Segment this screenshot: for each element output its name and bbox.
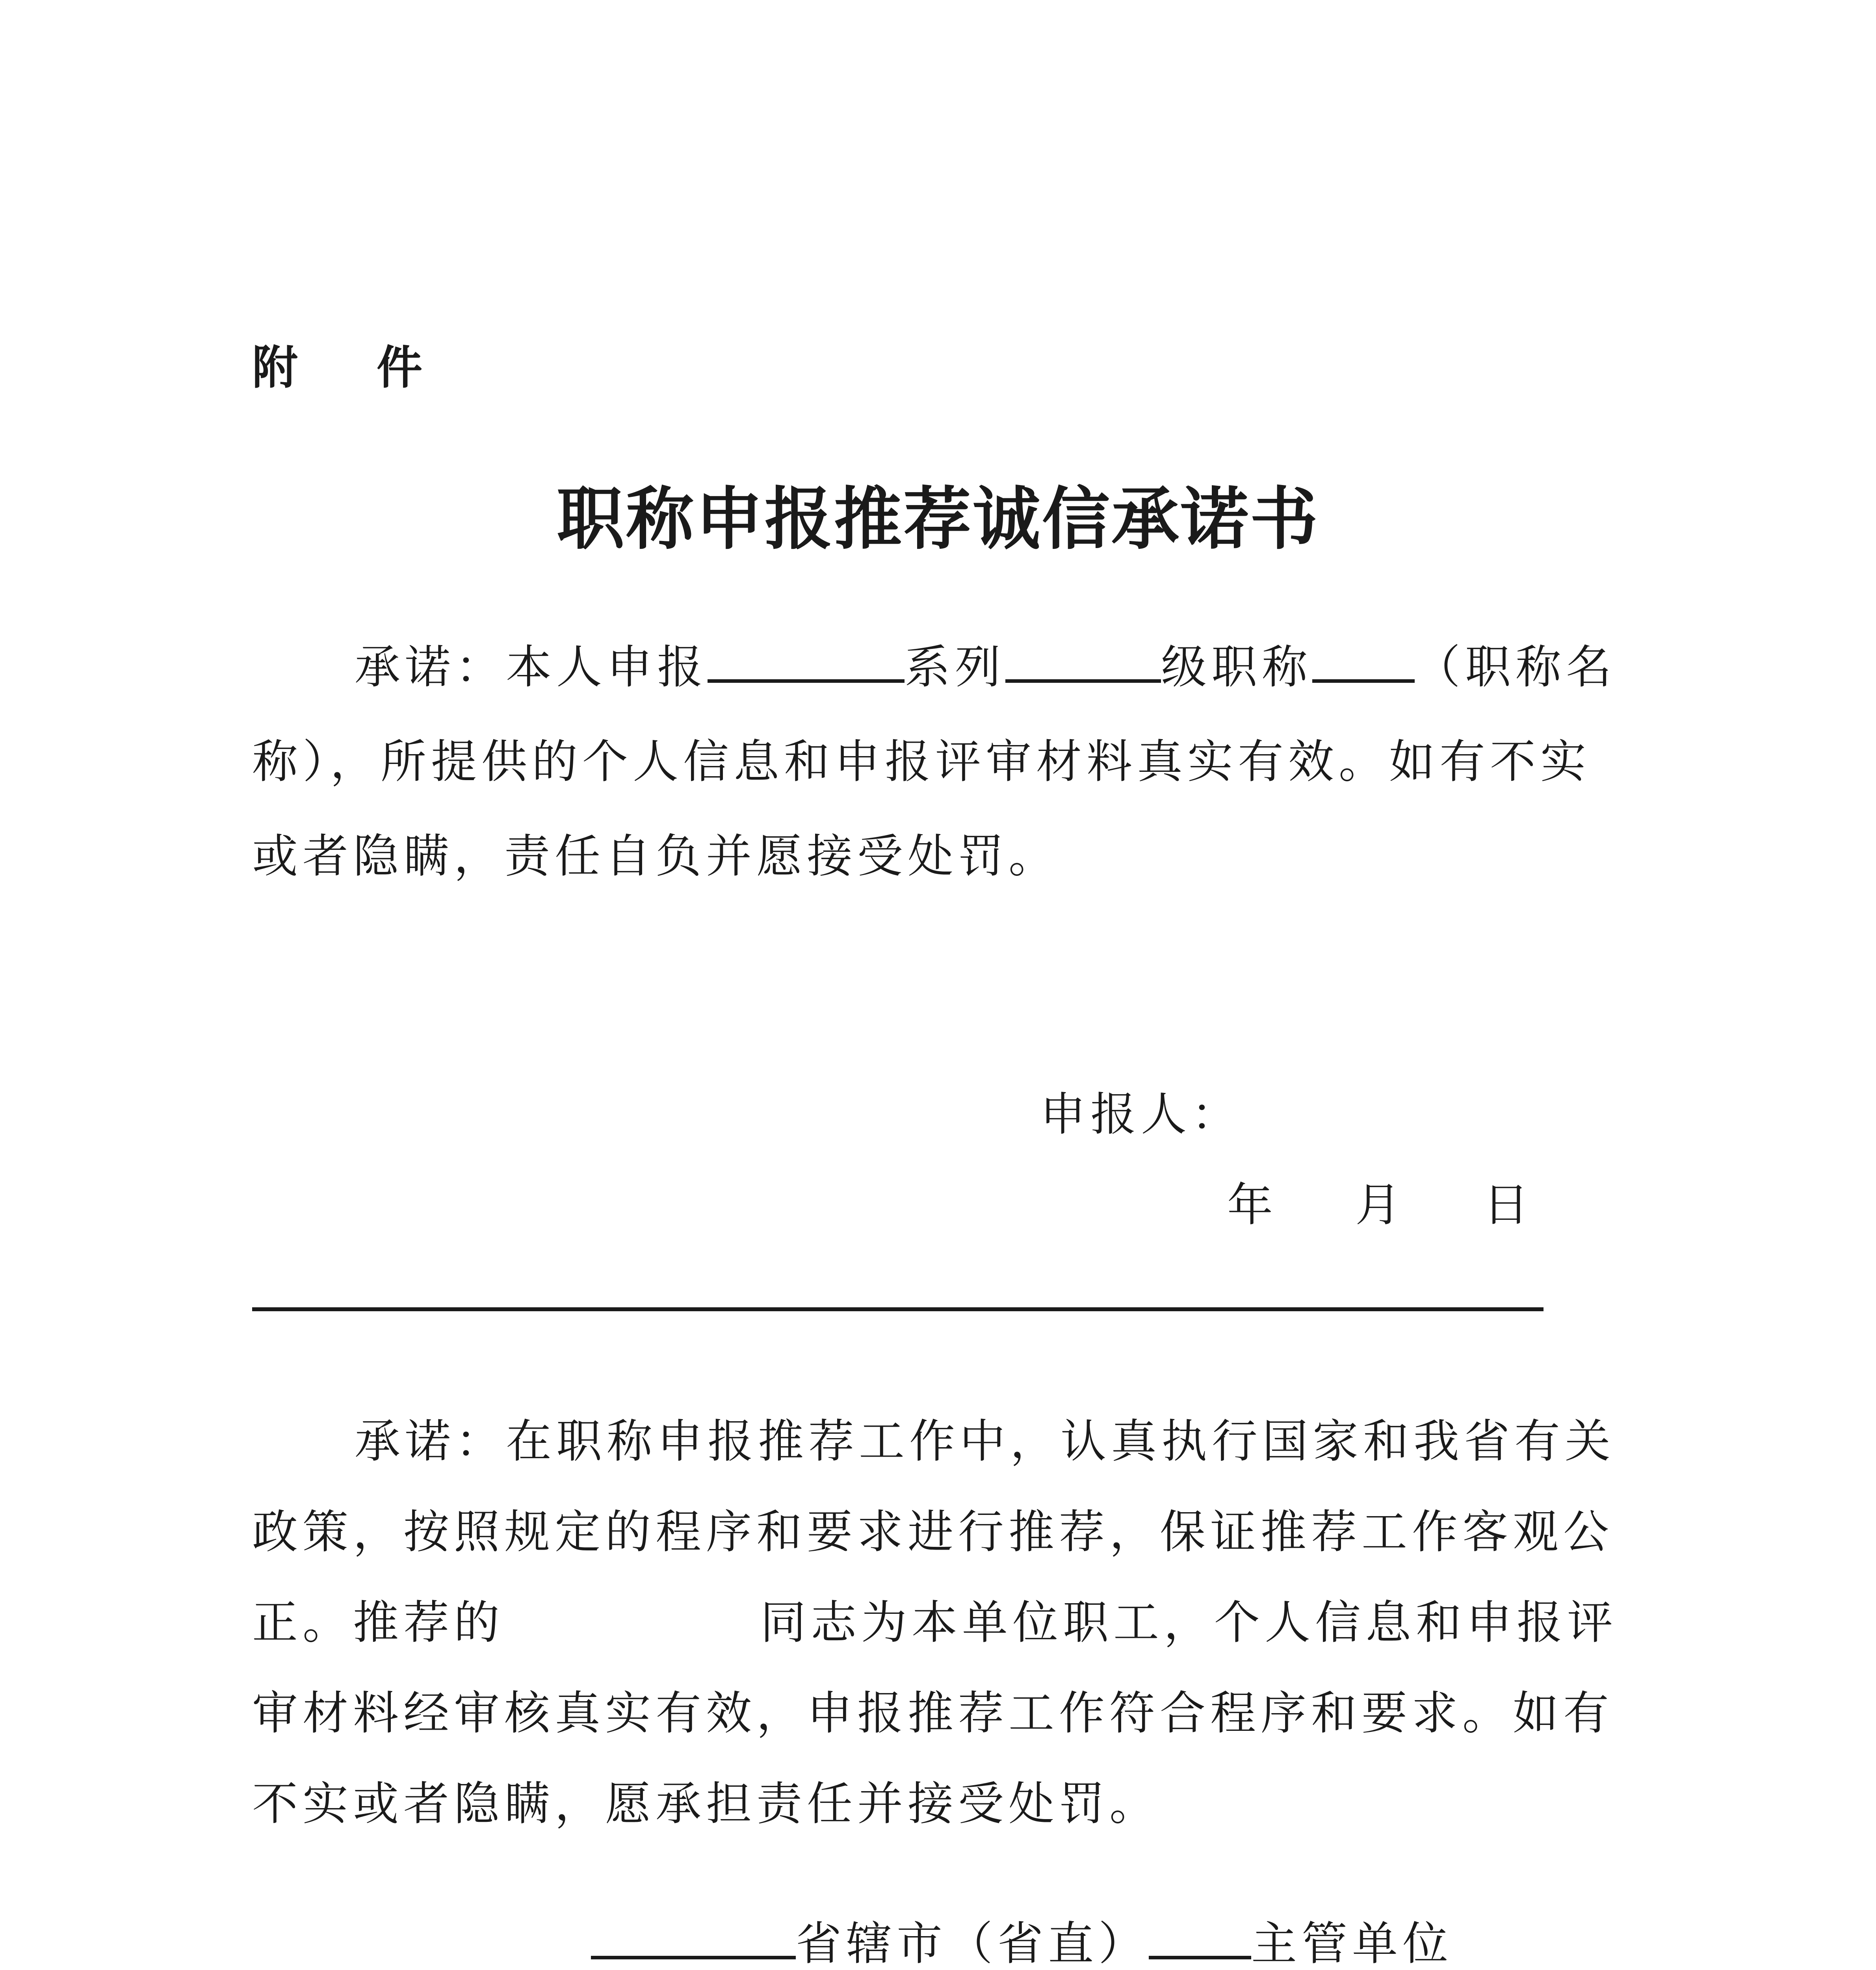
unit-line-4: 审材料经审核真实有效，申报推荐工作符合程序和要求。如有	[252, 1687, 1614, 1740]
unit-line-3	[252, 1586, 1618, 1652]
applicant-date-month: 月	[1355, 1178, 1406, 1232]
level-blank[interactable]	[1005, 640, 1161, 683]
attachment-label	[252, 331, 422, 397]
unit-line-5: 不实或者隐瞒，愿承担责任并接受处罚。	[252, 1777, 1160, 1831]
series-blank[interactable]	[708, 640, 905, 683]
applicant-text-3: 级职称	[1161, 641, 1312, 694]
applicant-signature-label: 申报人：	[1040, 1088, 1242, 1141]
dept-label: 主管单位	[1251, 1917, 1453, 1970]
applicant-line-2: 称），所提供的个人信息和申报评审材料真实有效。如有不实	[252, 735, 1591, 788]
attachment-char-1: 附	[252, 341, 298, 394]
applicant-text-4: （职称名	[1415, 641, 1616, 694]
unit-text-3a: 正。推荐的	[252, 1596, 504, 1649]
unit-line-2: 政策，按照规定的程序和要求进行推荐，保证推荐工作客观公	[252, 1505, 1614, 1559]
title-name-blank[interactable]	[1312, 640, 1415, 683]
city-label: 省辖市（省直）	[796, 1917, 1149, 1970]
page-title: 职称申报推荐诚信承诺书	[557, 479, 1319, 559]
applicant-line-1	[355, 630, 1616, 696]
city-dept-line	[591, 1907, 1453, 1970]
applicant-text-2: 系列	[905, 641, 1005, 694]
section-divider	[252, 1307, 1544, 1311]
attachment-char-2: 件	[377, 341, 422, 394]
applicant-date-year: 年	[1227, 1178, 1278, 1232]
dept-blank[interactable]	[1149, 1916, 1251, 1959]
applicant-date-day: 日	[1483, 1178, 1534, 1232]
unit-text-3b: 同志为本单位职工，个人信息和申报评	[760, 1596, 1618, 1649]
applicant-line-3: 或者隐瞒，责任自负并愿接受处罚。	[252, 830, 1059, 883]
unit-line-1: 承诺：在职称申报推荐工作中，认真执行国家和我省有关	[355, 1415, 1615, 1468]
city-blank[interactable]	[591, 1916, 796, 1959]
applicant-text-1: 承诺：本人申报	[355, 641, 708, 694]
